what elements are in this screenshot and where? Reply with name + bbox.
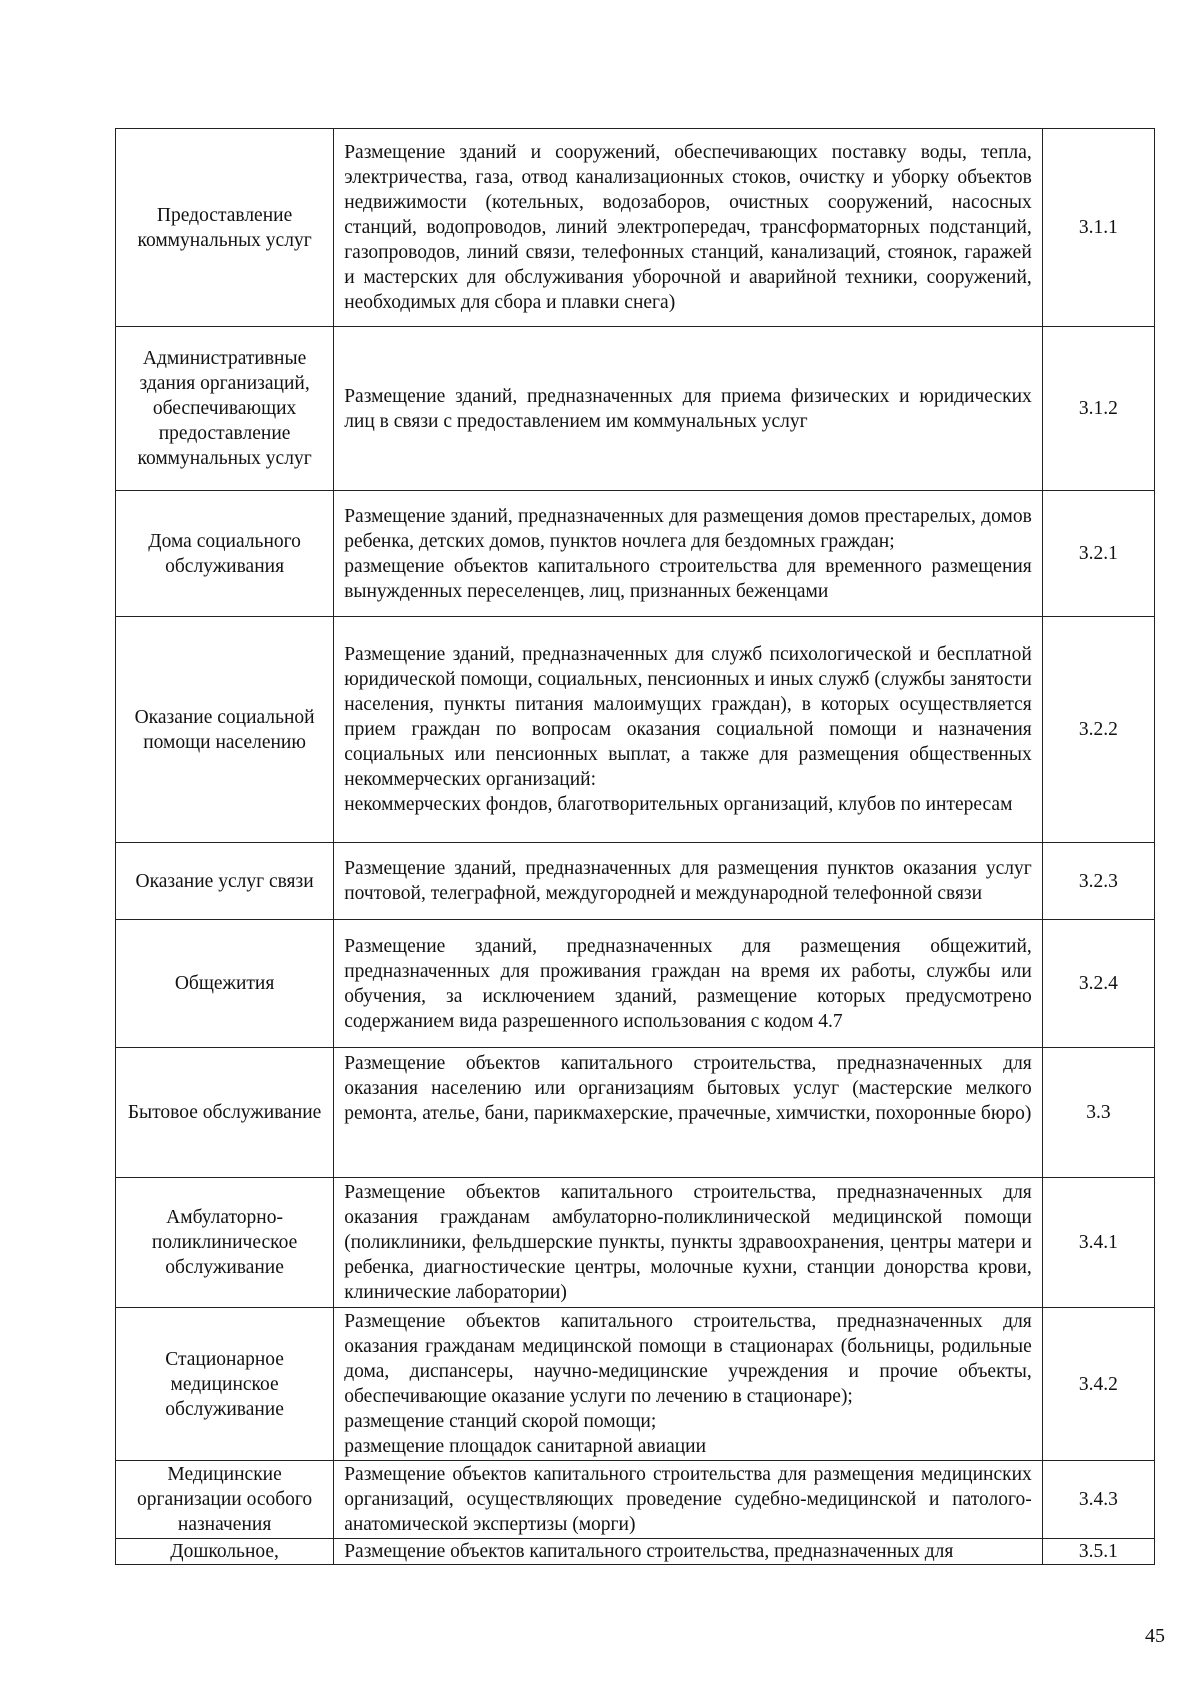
description-paragraph: Размещение объектов капитального строительства, предназначенных для оказания гражданам медицинской помощи в стационарах (больницы, родильные дома, диспансеры, научно-медицинские учреждения и прочие объекты, обеспечивающие оказание услуги по лечению в стационаре); [344,1311,1032,1407]
use-type-code: 3.3 [1042,1048,1154,1178]
table-row [116,1461,1155,1539]
use-type-description [334,617,1043,843]
description-paragraph: размещение объектов капитального строительства для временного размещения вынужденных переселенцев, лиц, признанных беженцами [344,555,1032,602]
use-type-code: 3.5.1 [1042,1539,1154,1565]
use-type-description [334,129,1043,327]
page-number: 45 [1145,1625,1165,1647]
use-type-name: Дошкольное, [116,1539,334,1565]
use-type-description [334,327,1043,491]
use-type-name: Оказание услуг связи [116,843,334,920]
description-paragraph: Размещение зданий, предназначенных для размещения домов престарелых, домов ребенка, детских домов, пунктов ночлега для бездомных граждан; [344,505,1032,552]
use-type-code: 3.2.2 [1042,617,1154,843]
use-type-description [334,1178,1043,1308]
use-type-name: Общежития [116,920,334,1048]
description-paragraph: Размещение объектов капитального строительства для размещения медицинских организаций, осуществляющих проведение судебно-медицинской и патолого-анатомической экспертизы (морги) [344,1464,1032,1535]
description-paragraph: Размещение зданий и сооружений, обеспечивающих поставку воды, тепла, электричества, газа, отвод канализационных стоков, очистку и уборку объектов недвижимости (котельных, водозаборов, очистных сооружений, насосных станций, водопроводов, линий электропередач, трансформаторных подстанций, газопроводов, линий связи, телефонных станций, канализаций, стоянок, гаражей и мастерских для обслуживания уборочной и аварийной техники, сооружений, необходимых для сбора и плавки снега) [344,142,1032,313]
use-type-description [334,1308,1043,1461]
use-type-name: Медицинские организации особого назначения [116,1461,334,1539]
land-use-table [115,128,1155,1565]
table-row [116,1308,1155,1461]
use-type-code: 3.4.2 [1042,1308,1154,1461]
description-paragraph: Размещение объектов капитального строительства, предназначенных для оказания населению или организациям бытовых услуг (мастерские мелкого ремонта, ателье, бани, парикмахерские, прачечные, химчистки, похоронные бюро) [344,1053,1032,1124]
use-type-name: Административные здания организаций, обеспечивающих предоставление коммунальных услуг [116,327,334,491]
table-row [116,327,1155,491]
use-type-code: 3.1.2 [1042,327,1154,491]
table-row [116,1539,1155,1565]
table-row [116,129,1155,327]
use-type-code: 3.2.4 [1042,920,1154,1048]
description-paragraph: некоммерческих фондов, благотворительных организаций, клубов по интересам [344,794,1013,815]
use-type-description [334,1539,1043,1565]
table-row [116,843,1155,920]
table-row [116,1178,1155,1308]
use-type-code: 3.4.1 [1042,1178,1154,1308]
table-body [116,129,1155,1565]
description-paragraph: Размещение зданий, предназначенных для размещения общежитий, предназначенных для проживания граждан на время их работы, службы или обучения, за исключением зданий, размещение которых предусмотрено содержанием вида разрешенного использования с кодом 4.7 [344,935,1032,1032]
description-paragraph: Размещение зданий, предназначенных для размещения пунктов оказания услуг почтовой, телеграфной, междугородней и международной телефонной связи [344,858,1032,904]
use-type-name: Стационарное медицинское обслуживание [116,1308,334,1461]
description-paragraph: Размещение объектов капитального строительства, предназначенных для оказания гражданам амбулаторно-поликлинической медицинской помощи (поликлиники, фельдшерские пункты, пункты здравоохранения, центры матери и ребенка, диагностические центры, молочные кухни, станции донорства крови, клинические лаборатории) [344,1182,1032,1303]
table-row [116,920,1155,1048]
table-row [116,617,1155,843]
description-paragraph: размещение станций скорой помощи; [344,1411,657,1432]
description-paragraph: Размещение зданий, предназначенных для приема физических и юридических лиц в связи с предоставлением им коммунальных услуг [344,385,1032,432]
use-type-description [334,920,1043,1048]
use-type-description [334,1461,1043,1539]
description-paragraph: Размещение объектов капитального строительства, предназначенных для [344,1541,954,1562]
use-type-code: 3.2.1 [1042,491,1154,617]
use-type-name: Бытовое обслуживание [116,1048,334,1178]
table-row [116,1048,1155,1178]
use-type-code: 3.1.1 [1042,129,1154,327]
use-type-description [334,843,1043,920]
table-row [116,491,1155,617]
use-type-description [334,1048,1043,1178]
description-paragraph: Размещение зданий, предназначенных для служб психологической и бесплатной юридической помощи, социальных, пенсионных и иных служб (службы занятости населения, пункты питания малоимущих граждан), в которых осуществляется прием граждан по вопросам оказания социальной помощи и назначения социальных или пенсионных выплат, а также для размещения общественных некоммерческих организаций: [344,644,1032,790]
use-type-code: 3.4.3 [1042,1461,1154,1539]
description-paragraph: размещение площадок санитарной авиации [344,1436,707,1457]
use-type-name: Предоставление коммунальных услуг [116,129,334,327]
use-type-code: 3.2.3 [1042,843,1154,920]
use-type-name: Оказание социальной помощи населению [116,617,334,843]
use-type-name: Амбулаторно-поликлиническое обслуживание [116,1178,334,1308]
use-type-name: Дома социального обслуживания [116,491,334,617]
use-type-description [334,491,1043,617]
